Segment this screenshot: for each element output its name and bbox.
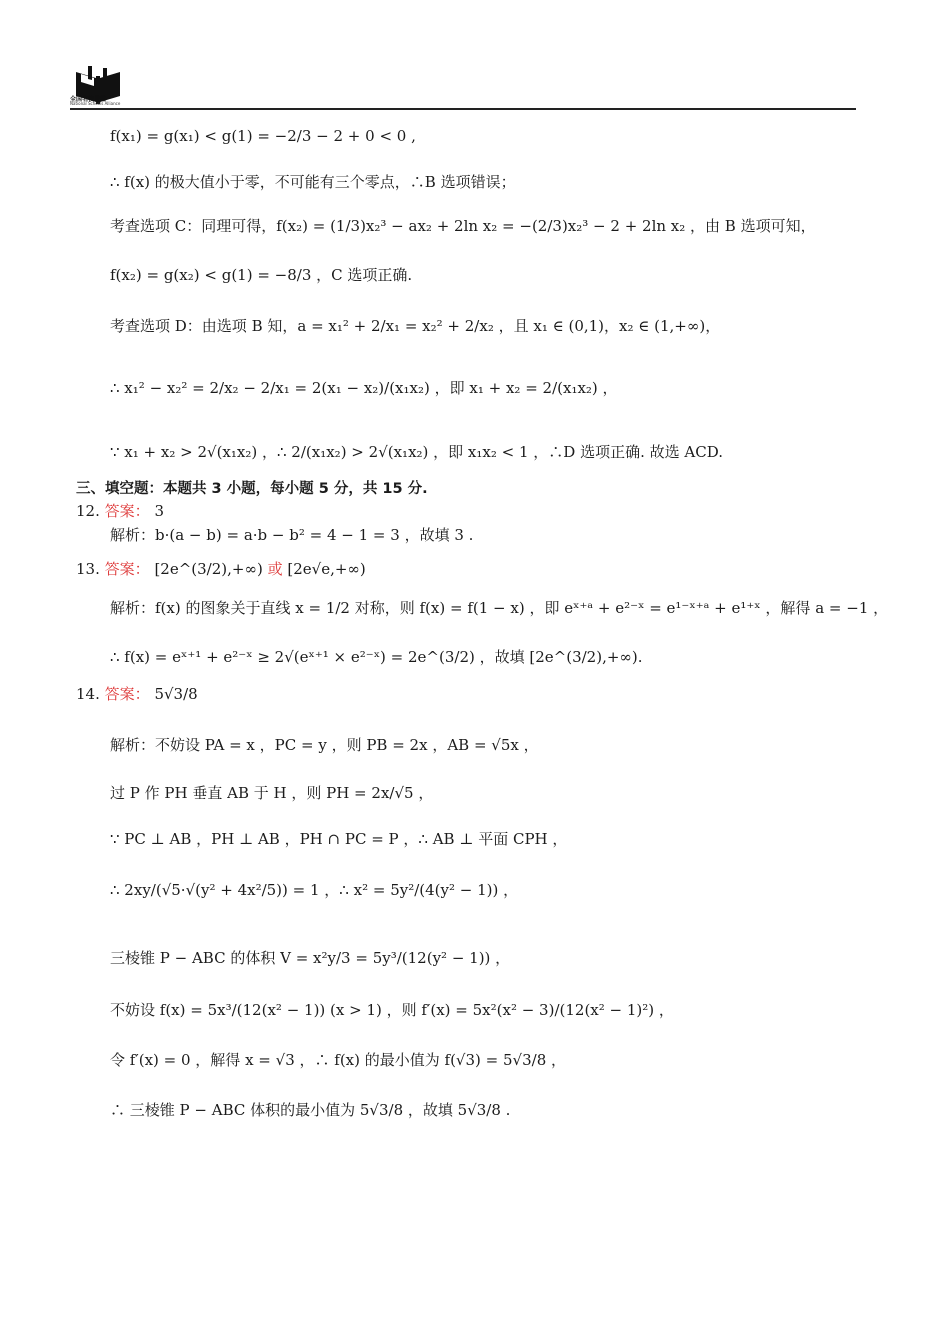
text-line: 考查选项 D：由选项 B 知，a = x₁² + 2/x₁ = x₂² + 2/x₂ ，且 x₁ ∈ (0,1)，x₂ ∈ (1,+∞)， <box>110 317 721 335</box>
answer-label: 答案： <box>104 502 150 520</box>
answer-value: [2e^(3/2),+∞) <box>154 560 263 578</box>
question-number: 12. <box>76 502 100 520</box>
header-rule <box>70 108 856 110</box>
explanation-line: 解析：f(x) 的图象关于直线 x = 1/2 对称，则 f(x) = f(1 − x) ，即 eˣ⁺ᵃ + e²⁻ˣ = e¹⁻ˣ⁺ᵃ + e¹⁺ˣ ，解得 a = −1 ， <box>110 599 889 617</box>
answer-label: 答案： <box>104 560 150 578</box>
explanation-line: 不妨设 f(x) = 5x³/(12(x² − 1)) (x > 1) ，则 f′(x) = 5x²(x² − 3)/(12(x² − 1)²) ， <box>110 1001 674 1019</box>
explanation-line: 三棱锥 P − ABC 的体积 V = x²y/3 = 5y³/(12(y² − 1)) ， <box>110 949 511 967</box>
explanation-line: 过 P 作 PH 垂直 AB 于 H ，则 PH = 2x/√5 ， <box>110 784 434 802</box>
text-line: ∵ x₁ + x₂ > 2√(x₁x₂) ，∴ 2/(x₁x₂) > 2√(x₁x₂) ，即 x₁x₂ < 1 ，∴D 选项正确. 故选 ACD. <box>110 443 723 461</box>
question-13 <box>76 559 366 579</box>
question-14 <box>76 684 198 704</box>
or-word: 或 <box>267 560 283 578</box>
text-line: f(x₂) = g(x₂) < g(1) = −8/3 ，C 选项正确. <box>110 266 413 284</box>
logo-subtext: National Schools Alliance <box>70 101 121 106</box>
answer-value-alt: [2e√e,+∞) <box>287 560 366 578</box>
explanation-line: 令 f′(x) = 0 ，解得 x = √3 ，∴ f(x) 的最小值为 f(√3) = 5√3/8 ， <box>110 1051 566 1069</box>
question-12 <box>76 501 164 521</box>
logo-text: 全国名校联盟 <box>70 96 107 103</box>
section-heading: 三、填空题：本题共 3 小题，每小题 5 分，共 15 分. <box>76 481 428 497</box>
explanation-line: ∴ f(x) = eˣ⁺¹ + e²⁻ˣ ≥ 2√(eˣ⁺¹ × e²⁻ˣ) = 2e^(3/2) ，故填 [2e^(3/2),+∞). <box>110 648 643 666</box>
text-line: ∴ f(x) 的极大值小于零，不可能有三个零点，∴B 选项错误； <box>110 173 516 191</box>
text-line: ∴ x₁² − x₂² = 2/x₂ − 2/x₁ = 2(x₁ − x₂)/(x₁x₂) ，即 x₁ + x₂ = 2/(x₁x₂) ， <box>110 379 618 397</box>
answer-label: 答案： <box>104 685 150 703</box>
math-line: f(x₁) = g(x₁) < g(1) = −2/3 − 2 + 0 < 0 , <box>110 127 416 145</box>
explanation-line: ∴ 三棱锥 P − ABC 体积的最小值为 5√3/8 ，故填 5√3/8 . <box>110 1101 511 1119</box>
explanation-line: 解析：b·(a − b) = a·b − b² = 4 − 1 = 3 ，故填 3 . <box>110 526 474 544</box>
explanation-line: 解析：不妨设 PA = x ，PC = y ，则 PB = 2x ，AB = √5x ， <box>110 736 539 754</box>
question-number: 13. <box>76 560 100 578</box>
answer-value: 5√3/8 <box>154 685 198 703</box>
text-line: 考查选项 C：同理可得，f(x₂) = (1/3)x₂³ − ax₂ + 2ln x₂ = −(2/3)x₂³ − 2 + 2ln x₂ ，由 B 选项可知， <box>110 217 816 235</box>
explanation-line: ∴ 2xy/(√5·√(y² + 4x²/5)) = 1 ，∴ x² = 5y²/(4(y² − 1)) ， <box>110 881 519 899</box>
question-number: 14. <box>76 685 100 703</box>
explanation-line: ∵ PC ⊥ AB ，PH ⊥ AB ，PH ∩ PC = P ，∴ AB ⊥ 平面 CPH ， <box>110 830 568 848</box>
answer-value: 3 <box>154 502 164 520</box>
